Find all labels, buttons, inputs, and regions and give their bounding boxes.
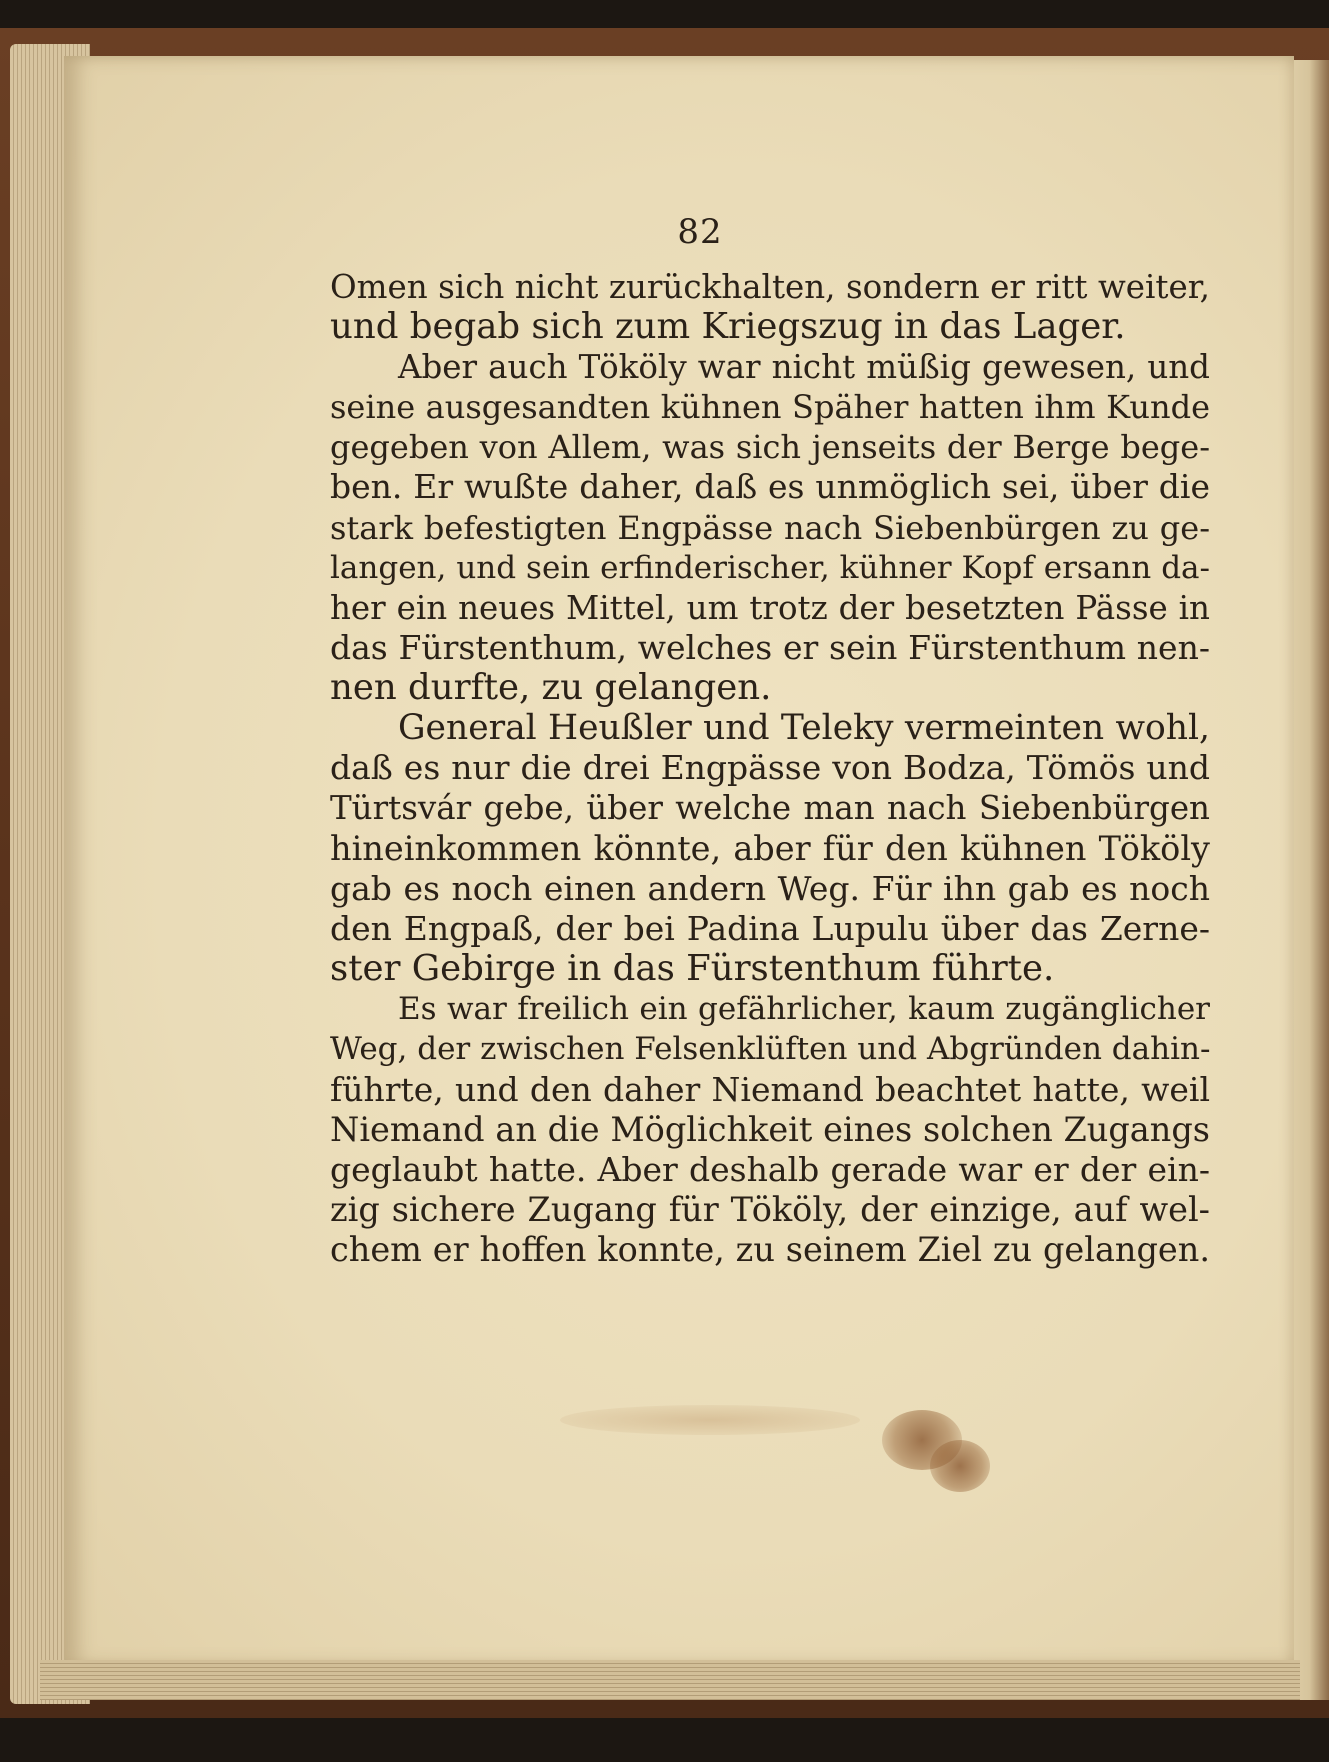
text-line: chem er hoffen konnte, zu seinem Ziel zu gelangen. xyxy=(330,1230,1210,1269)
text-line: ben. Er wußte daher, daß es unmöglich sei, über die xyxy=(330,467,1210,506)
text-line: geglaubt hatte. Aber deshalb gerade war er der ein- xyxy=(330,1150,1210,1189)
text-line: führte, und den daher Niemand beachtet hatte, weil xyxy=(330,1070,1210,1109)
text-line: General Heußler und Teleky vermeinten wohl, xyxy=(398,708,1210,748)
text-line: langen, und sein erfinderischer, kühner Kopf ersann da- xyxy=(330,550,1210,586)
text-line: stark befestigten Engpässe nach Siebenbürgen zu ge- xyxy=(330,509,1210,547)
text-line: den Engpaß, der bei Padina Lupulu über das Zerne- xyxy=(330,909,1210,948)
page-number: 82 xyxy=(677,212,723,252)
text-line: zig sichere Zugang für Tököly, der einzige, auf wel- xyxy=(330,1190,1210,1229)
text-line: Omen sich nicht zurückhalten, sondern er ritt weiter, xyxy=(330,268,1210,306)
text-line: das Fürstenthum, welches er sein Fürstenthum nen- xyxy=(330,628,1210,667)
text-line: Niemand an die Möglichkeit eines solchen Zugangs xyxy=(330,1110,1210,1149)
text-line: ster Gebirge in das Fürstenthum führte. xyxy=(330,948,1055,989)
paper-stain xyxy=(560,1405,860,1435)
text-line: daß es nur die drei Engpässe von Bodza, Tömös und xyxy=(330,748,1210,787)
text-line: Türtsvár gebe, über welche man nach Siebenbürgen xyxy=(330,789,1210,827)
paper-stain xyxy=(930,1440,990,1492)
text-line: gegeben von Allem, was sich jenseits der Berge bege- xyxy=(330,428,1210,466)
text-line: hineinkommen könnte, aber für den kühnen Tököly xyxy=(330,829,1210,868)
text-line: seine ausgesandten kühnen Späher hatten ihm Kunde xyxy=(330,388,1210,426)
text-line: Aber auch Tököly war nicht müßig gewesen, und xyxy=(398,348,1210,386)
page-stack-bottom xyxy=(40,1660,1300,1700)
text-line: Es war freilich ein gefährlicher, kaum zugänglicher xyxy=(398,991,1210,1027)
text-line: gab es noch einen andern Weg. Für ihn gab es noch xyxy=(330,869,1210,908)
text-line: nen durfte, zu gelangen. xyxy=(330,667,772,708)
text-line: Weg, der zwischen Felsenklüften und Abgründen dahin- xyxy=(330,1031,1211,1067)
text-line: her ein neues Mittel, um trotz der besetzten Pässe in xyxy=(330,589,1210,627)
text-line: und begab sich zum Kriegszug in das Lager. xyxy=(330,306,1126,347)
